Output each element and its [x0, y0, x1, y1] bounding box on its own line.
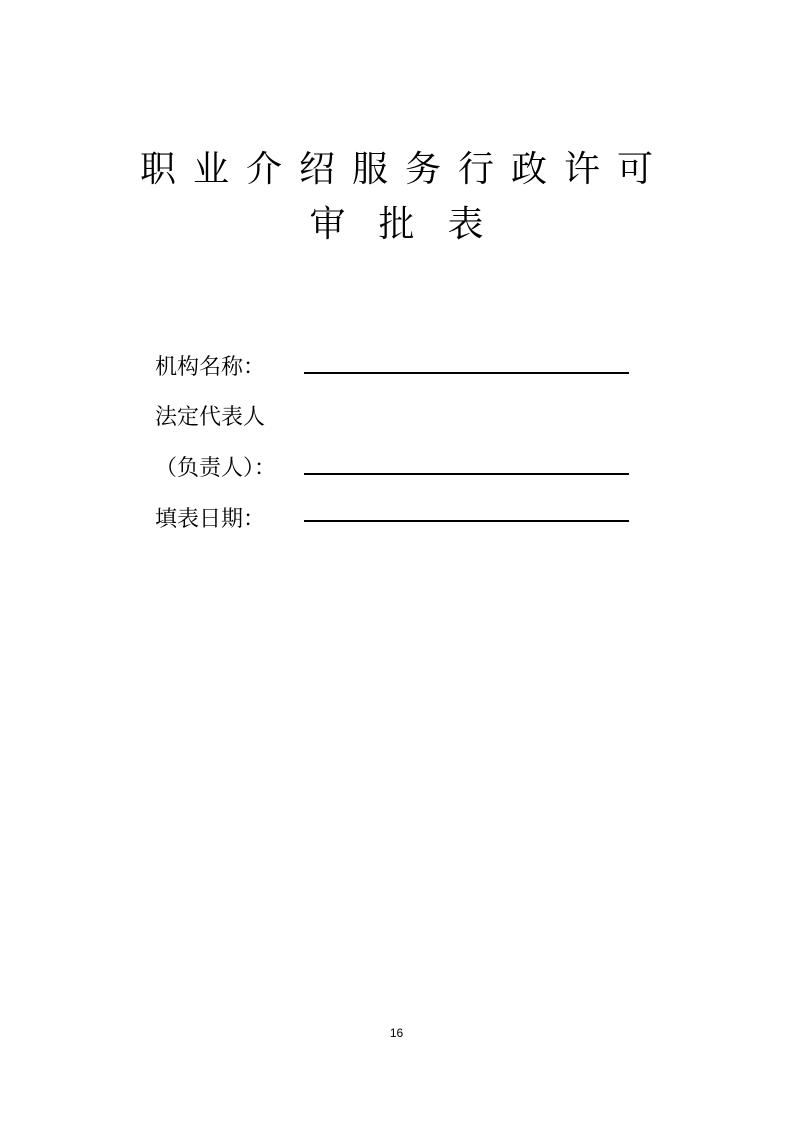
legal-rep-label: 法定代表人: [155, 405, 266, 430]
fill-date-label: 填表日期：: [155, 507, 266, 532]
legal-rep-field[interactable]: [304, 473, 629, 475]
person-in-charge-label: （负责人）：: [155, 456, 277, 481]
org-name-field[interactable]: [304, 372, 629, 374]
page-number: 16: [389, 1026, 404, 1040]
form-title-line-1: 职业介绍服务行政许可: [139, 149, 670, 190]
org-name-label: 机构名称：: [155, 355, 266, 380]
form-title-line-2: 审批表: [309, 204, 517, 245]
fill-date-field[interactable]: [304, 520, 629, 522]
